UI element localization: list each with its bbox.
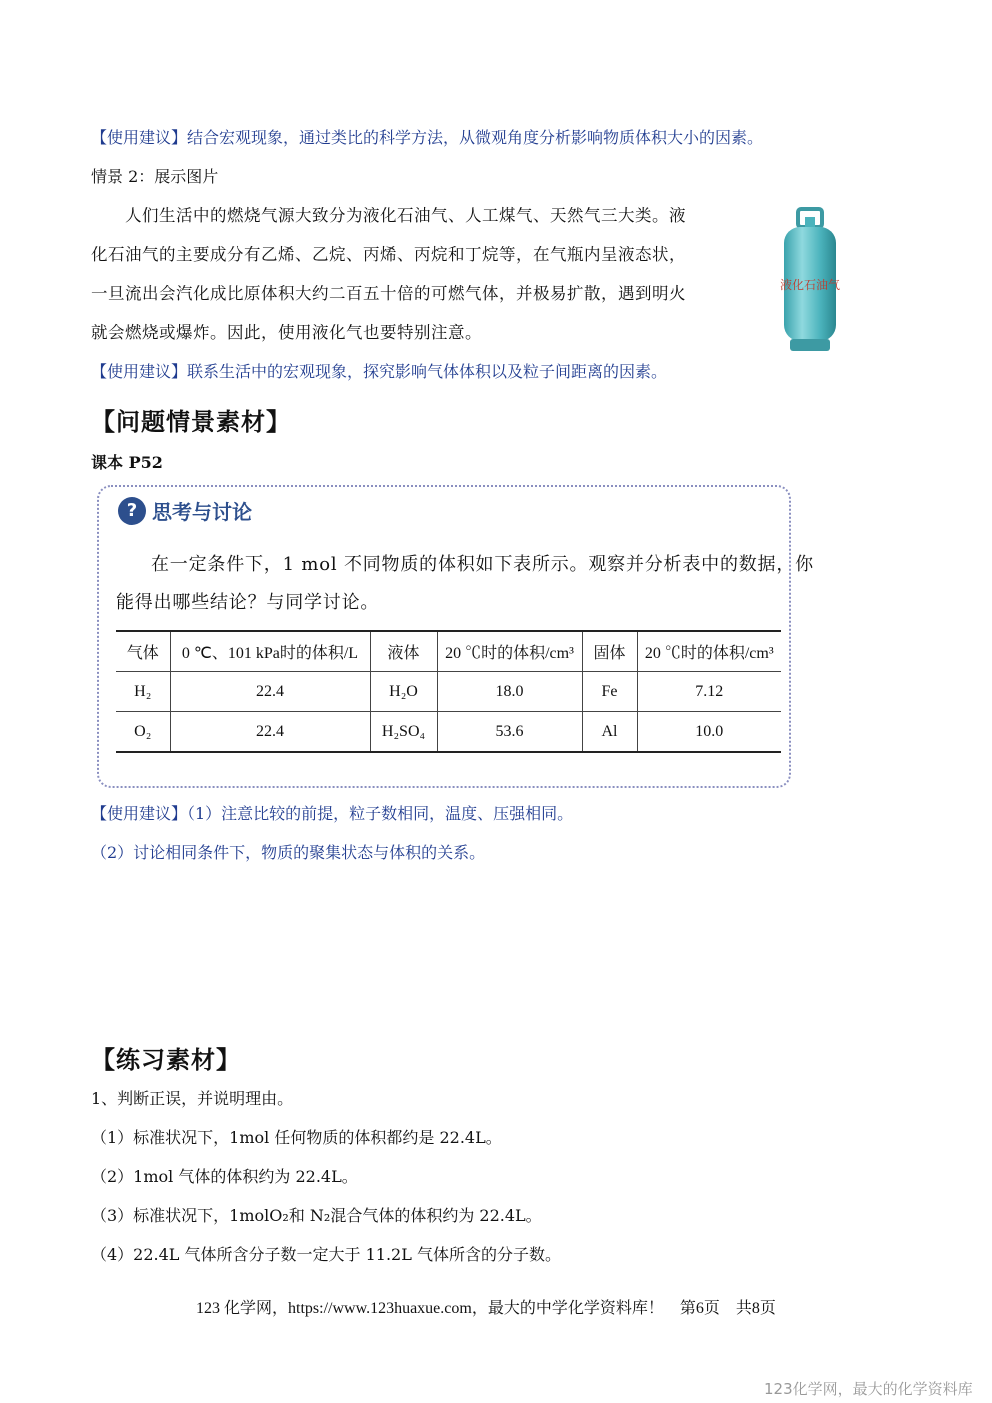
- table-cell: 18.0: [437, 672, 582, 712]
- table-header: 液体: [370, 631, 437, 672]
- section-heading-practice: 【练习素材】: [91, 1045, 241, 1074]
- textbook-reference: 课本 P52: [91, 453, 163, 472]
- table-header: 气体: [116, 631, 170, 672]
- usage-tip-1: 【使用建议】结合宏观现象，通过类比的科学方法，从微观角度分析影响物质体积大小的因素。: [91, 128, 764, 147]
- question-1: 1、判断正误，并说明理由。: [91, 1089, 294, 1108]
- table-cell: 53.6: [437, 712, 582, 753]
- section-heading-problem: 【问题情景素材】: [91, 407, 291, 436]
- table-cell: Al: [582, 712, 637, 753]
- table-cell: H₂O: [370, 672, 437, 712]
- question-1-item: （3）标准状况下，1molO₂和 N₂混合气体的体积约为 22.4L。: [91, 1206, 542, 1225]
- discussion-title: [118, 496, 252, 525]
- table-header: 0 ℃、101 kPa时的体积/L: [170, 631, 370, 672]
- usage-tip-3: 【使用建议】（1）注意比较的前提，粒子数相同，温度、压强相同。: [91, 804, 574, 823]
- gas-cylinder-image: [778, 207, 842, 353]
- discussion-title-text: 思考与讨论: [152, 500, 252, 524]
- page-footer: 123 化学网，https://www.123huaxue.com，最大的中学化学资料库！ 第6页 共8页: [196, 1300, 776, 1317]
- table-cell: Fe: [582, 672, 637, 712]
- scene-2-label: 情景 2：展示图片: [91, 167, 219, 186]
- table-cell: 22.4: [170, 672, 370, 712]
- table-header: 20 ℃时的体积/cm³: [437, 631, 582, 672]
- question-icon: ?: [118, 497, 146, 525]
- table-cell: 10.0: [637, 712, 781, 753]
- usage-tip-3-item-2: （2）讨论相同条件下，物质的聚集状态与体积的关系。: [91, 843, 486, 862]
- table-header: 20 ℃时的体积/cm³: [637, 631, 781, 672]
- table-row: [116, 712, 781, 753]
- para-line-3: 一旦流出会汽化成比原体积大约二百五十倍的可燃气体，并极易扩散，遇到明火: [91, 284, 686, 303]
- table-cell: H₂SO₄: [370, 712, 437, 753]
- watermark: 123化学网，最大的化学资料库: [764, 1380, 973, 1398]
- para-line-2: 化石油气的主要成分有乙烯、乙烷、丙烯、丙烷和丁烷等，在气瓶内呈液态状，: [91, 245, 686, 264]
- volume-table: [116, 630, 781, 753]
- table-cell: H₂: [116, 672, 170, 712]
- table-header: 固体: [582, 631, 637, 672]
- question-1-item: （2）1mol 气体的体积约为 22.4L。: [91, 1167, 358, 1186]
- table-row: [116, 672, 781, 712]
- question-1-item: （4）22.4L 气体所含分子数一定大于 11.2L 气体所含的分子数。: [91, 1245, 561, 1264]
- para-line-1: 人们生活中的燃烧气源大致分为液化石油气、人工煤气、天然气三大类。液: [125, 206, 686, 225]
- cylinder-label: 液化石油气: [779, 278, 841, 292]
- usage-tip-2: 【使用建议】联系生活中的宏观现象，探究影响气体体积以及粒子间距离的因素。: [91, 362, 668, 381]
- discussion-line-1: 在一定条件下，1 mol 不同物质的体积如下表所示。观察并分析表中的数据，你: [151, 554, 814, 575]
- table-cell: 7.12: [637, 672, 781, 712]
- para-line-4: 就会燃烧或爆炸。因此，使用液化气也要特别注意。: [91, 323, 482, 342]
- table-cell: 22.4: [170, 712, 370, 753]
- question-1-item: （1）标准状况下，1mol 任何物质的体积都约是 22.4L。: [91, 1128, 502, 1147]
- table-header-row: [116, 631, 781, 672]
- table-cell: O₂: [116, 712, 170, 753]
- discussion-line-2: 能得出哪些结论？与同学讨论。: [116, 592, 380, 613]
